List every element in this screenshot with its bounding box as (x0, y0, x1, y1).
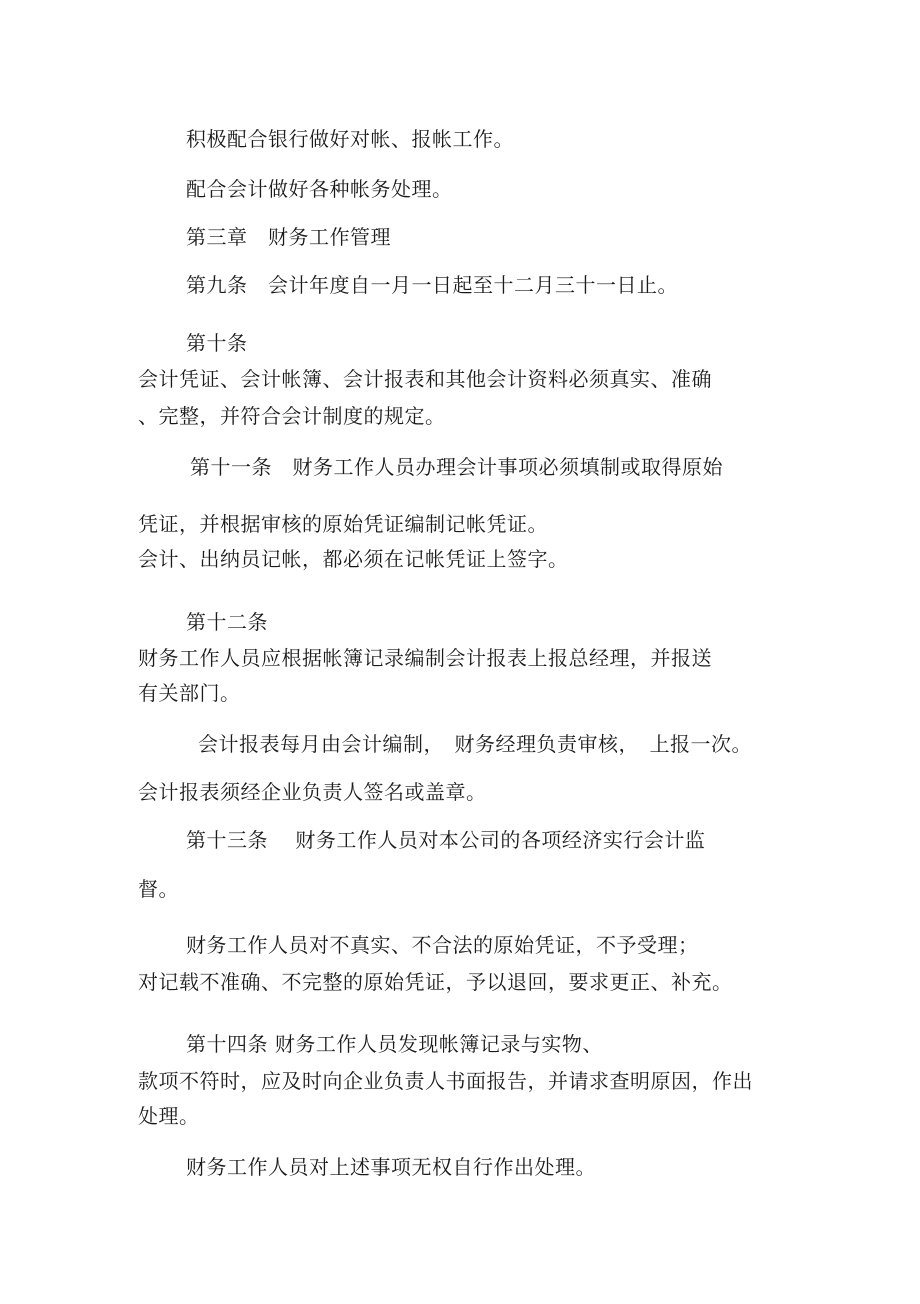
text-line: 凭证，并根据审核的原始凭证编制记帐凭证。 (138, 512, 548, 536)
text-line: 款项不符时，应及时向企业负责人书面报告，并请求查明原因，作出 (138, 1069, 753, 1093)
text-line: 第十四条 财务工作人员发现帐簿记录与实物、 (186, 1032, 603, 1056)
text-line: 督。 (138, 877, 179, 901)
chapter-heading: 第三章 财务工作管理 (186, 225, 391, 249)
text-line: 会计报表须经企业负责人签名或盖章。 (138, 780, 487, 804)
text-line: 第十一条 财务工作人员办理会计事项必须填制或取得原始 (190, 455, 723, 479)
text-line: 、完整，并符合会计制度的规定。 (138, 404, 446, 428)
text-line: 有关部门。 (138, 681, 241, 705)
text-line: 财务工作人员对不真实、不合法的原始凭证，不予受理； (186, 933, 699, 957)
text-line: 对记载不准确、不完整的原始凭证，予以退回，要求更正、补充。 (138, 970, 733, 994)
text-line: 财务工作人员对上述事项无权自行作出处理。 (186, 1155, 596, 1179)
text-line: 会计、出纳员记帐，都必须在记帐凭证上签字。 (138, 547, 569, 571)
text-line: 配合会计做好各种帐务处理。 (186, 177, 453, 201)
text-line: 第十三条 财务工作人员对本公司的各项经济实行会计监 (186, 828, 706, 852)
text-line: 会计报表每月由会计编制， 财务经理负责审核， 上报一次。 (198, 732, 752, 756)
text-line: 第九条 会计年度自一月一日起至十二月三十一日止。 (186, 273, 678, 297)
text-line: 积极配合银行做好对帐、报帐工作。 (186, 127, 514, 151)
article-heading: 第十二条 (186, 610, 268, 634)
text-line: 财务工作人员应根据帐簿记录编制会计报表上报总经理，并报送 (138, 646, 712, 670)
text-line: 处理。 (138, 1104, 200, 1128)
text-line: 会计凭证、会计帐簿、会计报表和其他会计资料必须真实、准确 (138, 367, 712, 391)
article-heading: 第十条 (186, 331, 248, 355)
